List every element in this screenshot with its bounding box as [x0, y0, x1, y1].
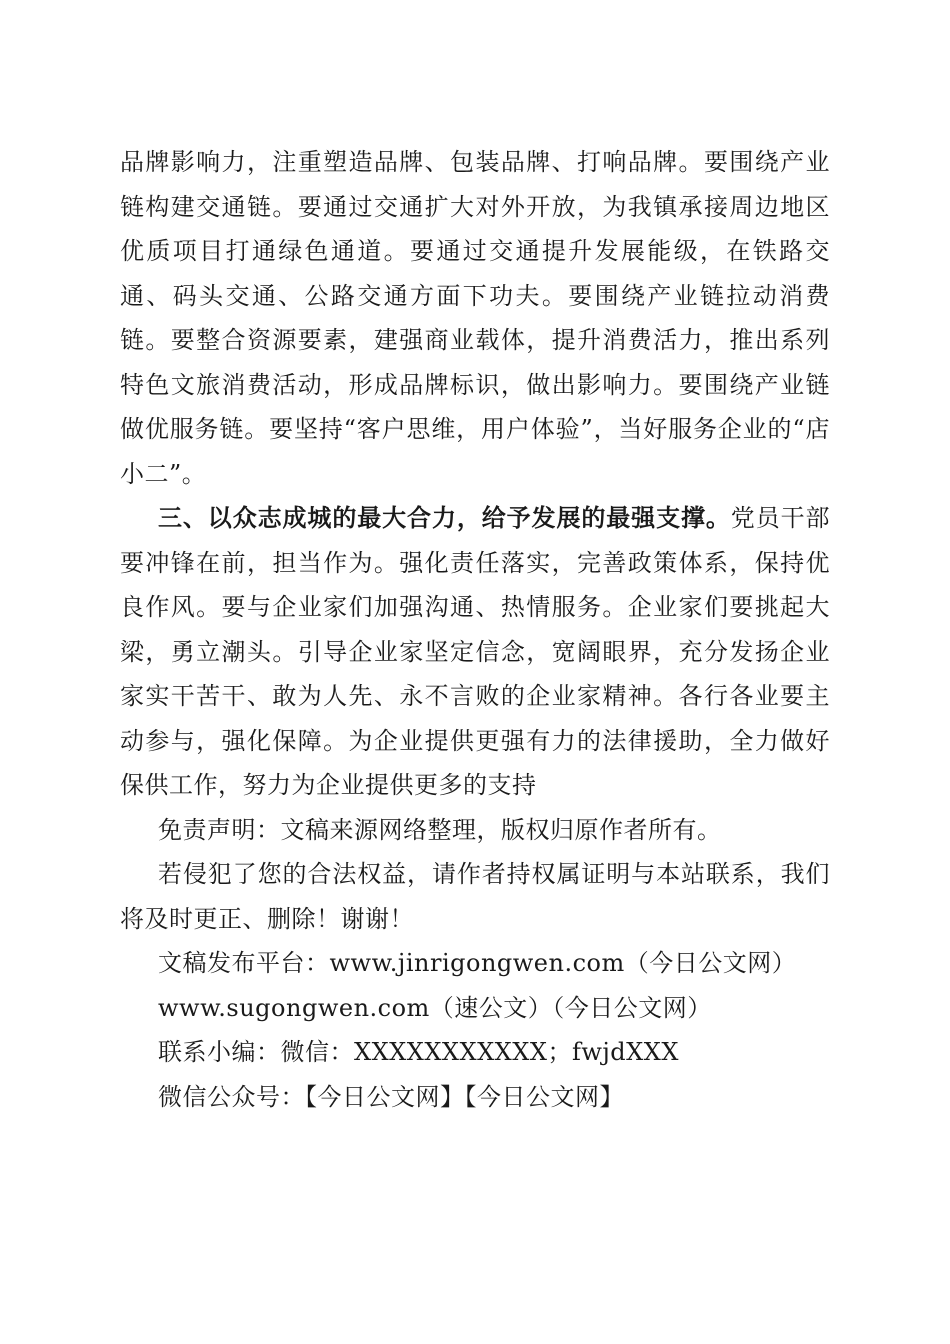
infringement-notice — [120, 852, 830, 941]
wechat-text: 微信公众号：【今日公文网】【今日公文网】 — [158, 1082, 624, 1111]
contact-line — [120, 1030, 830, 1075]
platform-text: 文稿发布平台：www.jinrigongwen.com（今日公文网） — [158, 949, 797, 977]
section-3-body: 党员干部要冲锋在前，担当作为。强化责任落实，完善政策体系，保持优良作风。要与企业家们加强沟通、热情服务。企业家们要挑起大梁，勇立潮头。引导企业家坚定信念，宽阔眼界，充分发扬企业家实干苦干、敢为人先、永不言败的企业家精神。各行各业要主动参与，强化保障。为企业提供更强有力的法律援助，全力做好保供工作，努力为企业提供更多的支持 — [120, 504, 831, 799]
paragraph-text: 品牌影响力，注重塑造品牌、包装品牌、打响品牌。要围绕产业链构建交通链。要通过交通扩大对外开放，为我镇承接周边地区优质项目打通绿色通道。要通过交通提升发展能级，在铁路交通、码头交通、公路交通方面下功夫。要围绕产业链拉动消费链。要整合资源要素，建强商业载体，提升消费活力，推出系列特色文旅消费活动，形成品牌标识，做出影响力。要围绕产业链做优服务链。要坚持“客户思维，用户体验”，当好服务企业的“店小二”。 — [120, 148, 830, 488]
disclaimer-line — [120, 808, 830, 853]
section-3-heading: 三、以众志成城的最大合力，给予发展的最强支撑。 — [158, 504, 731, 532]
infringement-text: 若侵犯了您的合法权益，请作者持权属证明与本站联系，我们将及时更正、删除！谢谢！ — [120, 860, 830, 933]
section-3-paragraph — [120, 496, 830, 808]
document-page — [120, 140, 830, 1119]
body-paragraph-1 — [120, 140, 830, 496]
disclaimer-text: 免责声明：文稿来源网络整理，版权归原作者所有。 — [158, 815, 722, 844]
contact-text: 联系小编：微信：XXXXXXXXXXX；fwjdXXX — [158, 1038, 679, 1066]
platform-line — [120, 941, 830, 986]
wechat-line — [120, 1075, 830, 1120]
site-line — [120, 986, 830, 1031]
site-text: www.sugongwen.com（速公文）（今日公文网） — [158, 993, 712, 1022]
